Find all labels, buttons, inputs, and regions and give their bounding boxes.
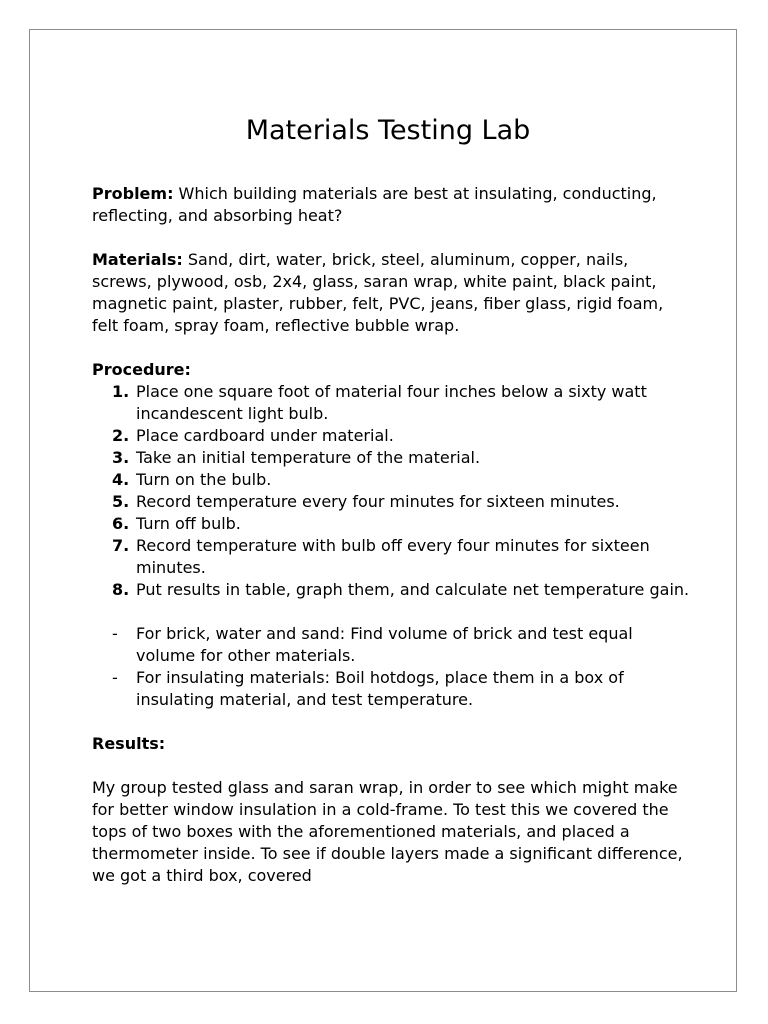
- step-number: 3.: [112, 448, 130, 467]
- procedure-step: [92, 513, 692, 535]
- problem-text: Which building materials are best at insulating, conducting, reflecting, and absorbing heat?: [92, 184, 657, 225]
- procedure-step: [92, 579, 692, 601]
- note-text: For insulating materials: Boil hotdogs, place them in a box of insulating material, and test temperature.: [136, 668, 624, 709]
- step-number: 1.: [112, 382, 130, 401]
- step-number: 6.: [112, 514, 130, 533]
- procedure-step: [92, 535, 692, 579]
- step-text: Record temperature with bulb off every four minutes for sixteen minutes.: [136, 536, 650, 577]
- procedure-step: [92, 447, 692, 469]
- procedure-step: [92, 469, 692, 491]
- materials-label: Materials:: [92, 250, 183, 269]
- step-text: Record temperature every four minutes for sixteen minutes.: [136, 492, 620, 511]
- procedure-note: [92, 667, 692, 711]
- step-text: Turn on the bulb.: [136, 470, 272, 489]
- procedure-steps: [92, 381, 692, 601]
- procedure-notes: [92, 623, 692, 711]
- dash-marker: -: [112, 624, 118, 643]
- page-title: Materials Testing Lab: [245, 115, 531, 146]
- procedure-step: [92, 381, 692, 425]
- spacer: [92, 337, 692, 359]
- results-text: My group tested glass and saran wrap, in order to see which might make for better window insulation in a cold-frame. To test this we covered the tops of two boxes with the aforementioned materials, and placed a thermometer inside. To see if double layers made a significant difference, we got a third box, covered: [92, 778, 683, 885]
- spacer: [92, 601, 692, 623]
- dash-marker: -: [112, 668, 118, 687]
- procedure-note: [92, 623, 692, 667]
- problem-label: Problem:: [92, 184, 174, 203]
- spacer: [92, 227, 692, 249]
- document-page: [29, 29, 737, 992]
- procedure-step: [92, 491, 692, 513]
- step-number: 2.: [112, 426, 130, 445]
- step-text: Place cardboard under material.: [136, 426, 394, 445]
- step-text: Take an initial temperature of the material.: [136, 448, 481, 467]
- spacer: [92, 711, 692, 733]
- step-number: 4.: [112, 470, 130, 489]
- procedure-section: [92, 359, 692, 381]
- procedure-label: Procedure:: [92, 360, 191, 379]
- results-label: Results:: [92, 734, 166, 753]
- step-number: 7.: [112, 536, 130, 555]
- materials-section: [92, 249, 692, 337]
- problem-section: [92, 183, 692, 227]
- step-number: 8.: [112, 580, 130, 599]
- results-section: [92, 733, 692, 755]
- spacer: [92, 755, 692, 777]
- materials-text: Sand, dirt, water, brick, steel, aluminum, copper, nails, screws, plywood, osb, 2x4, glass, saran wrap, white paint, black paint, magnetic paint, plaster, rubber, felt, PVC, jeans, fiber glass, rigid foam, felt foam, spray foam, reflective bubble wrap.: [92, 250, 664, 335]
- procedure-step: [92, 425, 692, 447]
- step-number: 5.: [112, 492, 130, 511]
- note-text: For brick, water and sand: Find volume of brick and test equal volume for other materials.: [136, 624, 633, 665]
- document-body: [92, 114, 692, 887]
- step-text: Place one square foot of material four inches below a sixty watt incandescent light bulb.: [136, 382, 647, 423]
- step-text: Turn off bulb.: [136, 514, 241, 533]
- step-text: Put results in table, graph them, and calculate net temperature gain.: [136, 580, 690, 599]
